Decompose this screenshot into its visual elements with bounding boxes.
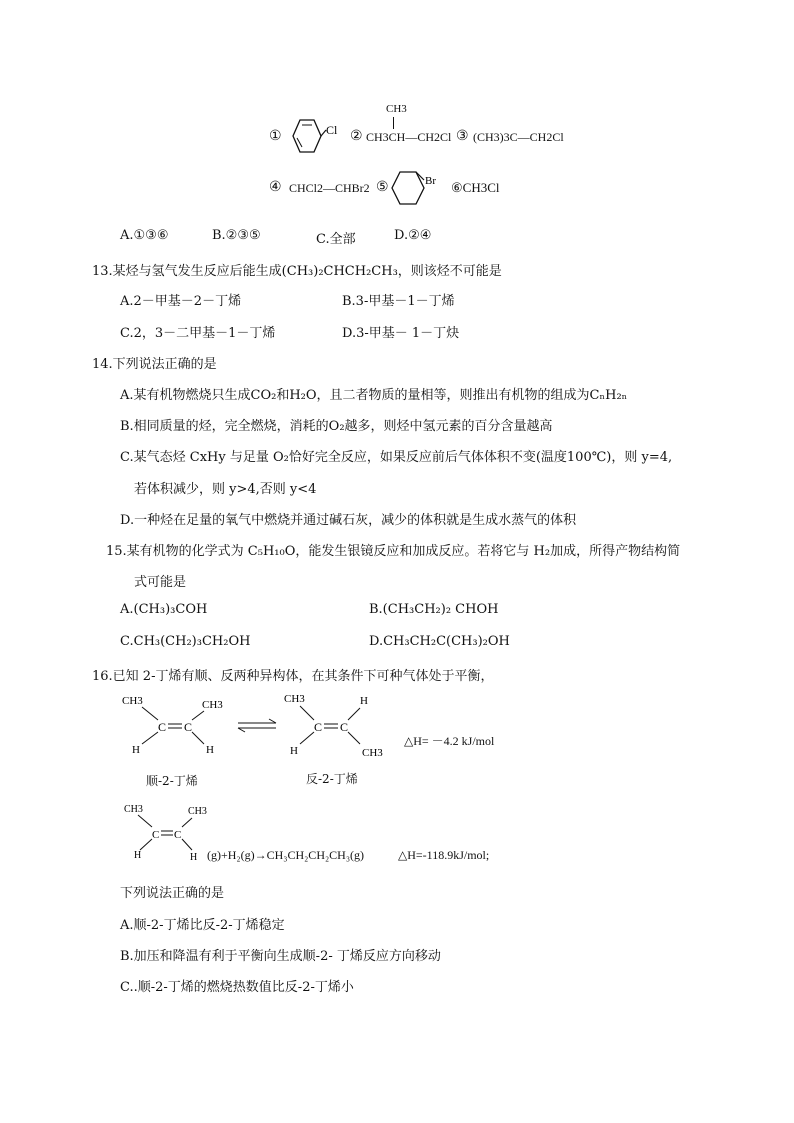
- cis-c-right: C: [184, 720, 193, 734]
- q16-sub-stem: 下列说法正确的是: [120, 886, 225, 901]
- structure-2-label-text: ②: [350, 128, 363, 144]
- cis-ch3-right: CH3: [202, 699, 223, 711]
- structure-2-methyl: CH3: [386, 103, 407, 115]
- trans-c-right: C: [340, 720, 349, 734]
- q16-stem: 16.已知 2-丁烯有顺、反两种异构体，在其条件下可种气体处于平衡，: [92, 669, 494, 684]
- trans-name-label: 反-2-丁烯: [306, 772, 358, 786]
- q16-reaction: (g)+H₂(g)→CH₃CH₂CH₂CH₃(g): [207, 848, 365, 862]
- structure-1-substituent: Cl: [326, 123, 338, 137]
- q13-stem: 13.某烃与氢气发生反应后能生成(CH₃)₂CHCH₂CH₃，则该烃不可能是: [92, 264, 502, 279]
- rxn-c-left: C: [152, 829, 160, 841]
- trans-h-top: H: [360, 695, 368, 707]
- q15-option-a: A.(CH₃)₃COH: [120, 602, 208, 617]
- structure-5-label: ⑤: [376, 179, 389, 195]
- cyclohexane-ring-icon: [388, 166, 448, 212]
- q15-stem-line1: 15.某有机物的化学式为 C₅H₁₀O，能发生银镜反应和加成反应。若将它与 H₂加成，所得产物结构简: [106, 544, 681, 559]
- structure-1-label: ①: [269, 128, 282, 144]
- q16-delta-h2: △H=-118.9kJ/mol;: [398, 848, 490, 862]
- q12-option-d: D.②④: [394, 228, 432, 243]
- q16-option-c: C..顺-2-丁烯的燃烧热数值比反-2-丁烯小: [120, 980, 354, 995]
- trans-c-left: C: [314, 720, 323, 734]
- trans-2-butene-structure: [282, 688, 392, 766]
- trans-h-bottom: H: [290, 745, 298, 757]
- q14-option-c-line2: 若体积减少，则 y>4,否则 y<4: [134, 482, 317, 497]
- q12-option-a: A.①③⑥: [120, 228, 169, 243]
- q14-option-a: A.某有机物燃烧只生成CO₂和H₂O，且二者物质的量相等，则推出有机物的组成为CₙH₂ₙ: [120, 388, 628, 403]
- q14-stem: 14.下列说法正确的是: [92, 357, 217, 372]
- q16-delta-h1: △H= －4.2 kJ/mol: [404, 734, 495, 748]
- structure-4-label: ④: [269, 179, 282, 195]
- q13-option-b: B.3-甲基－1－丁烯: [342, 294, 455, 309]
- q14-option-d: D.一种烃在足量的氧气中燃烧并通过碱石灰，减少的体积就是生成水蒸气的体积: [120, 513, 577, 528]
- cis-name-label: 顺-2-丁烯: [146, 774, 198, 788]
- rxn-ch3-right: CH3: [188, 806, 207, 817]
- rxn-h-right: H: [190, 852, 198, 863]
- structure-4-formula: CHCl2—CHBr2: [289, 181, 370, 195]
- structure-6-label: ⑥CH3Cl: [451, 180, 500, 195]
- cis-2-butene-structure: [118, 690, 228, 760]
- q13-option-d: D.3-甲基－ 1－丁炔: [342, 326, 460, 341]
- rxn-h-left: H: [134, 850, 142, 861]
- q15-option-b: B.(CH₃CH₂)₂ CHOH: [369, 602, 499, 617]
- structure-5-substituent: Br: [425, 175, 436, 187]
- trans-ch3-bottom: CH3: [362, 747, 383, 759]
- rxn-ch3-left: CH3: [124, 804, 143, 815]
- cis-ch3-left: CH3: [122, 695, 143, 707]
- trans-ch3-top: CH3: [284, 693, 305, 705]
- q16-option-b: B.加压和降温有利于平衡向生成顺-2- 丁烯反应方向移动: [120, 949, 441, 964]
- q16-option-a: A.顺-2-丁烯比反-2-丁烯稳定: [120, 918, 285, 933]
- q14-option-c-line1: C.某气态烃 CxHy 与足量 O₂恰好完全反应，如果反应前后气体体积不变(温度100℃)，则 y=4,: [120, 450, 673, 465]
- structure-3-label: ③: [456, 128, 469, 144]
- q15-option-c: C.CH₃(CH₂)₃CH₂OH: [120, 634, 251, 649]
- q12-option-c: C.全部: [316, 232, 356, 247]
- q14-option-b: B.相同质量的烃，完全燃烧，消耗的O₂越多，则烃中氢元素的百分含量越高: [120, 419, 553, 434]
- cis-c-left: C: [158, 720, 167, 734]
- cis-h-left: H: [132, 744, 140, 756]
- q15-stem-line2: 式可能是: [134, 575, 187, 590]
- structure-3-formula: (CH3)3C—CH2Cl: [473, 130, 564, 144]
- structure-2-formula: CH3CH—CH2Cl: [366, 130, 452, 144]
- q13-option-a: A.2－甲基－2－丁烯: [120, 294, 242, 309]
- q12-option-b: B.②③⑤: [212, 228, 261, 243]
- cis-h-right: H: [206, 744, 214, 756]
- q13-option-c: C.2，3－二甲基－1－丁烯: [120, 326, 276, 341]
- cis-2-butene-structure-2: [120, 800, 215, 864]
- q15-option-d: D.CH₃CH₂C(CH₃)₂OH: [369, 634, 510, 649]
- equilibrium-arrow-icon: [236, 718, 280, 734]
- structure-2-bond: [393, 117, 394, 129]
- rxn-c-right: C: [174, 829, 182, 841]
- benzene-ring-icon: [284, 116, 344, 160]
